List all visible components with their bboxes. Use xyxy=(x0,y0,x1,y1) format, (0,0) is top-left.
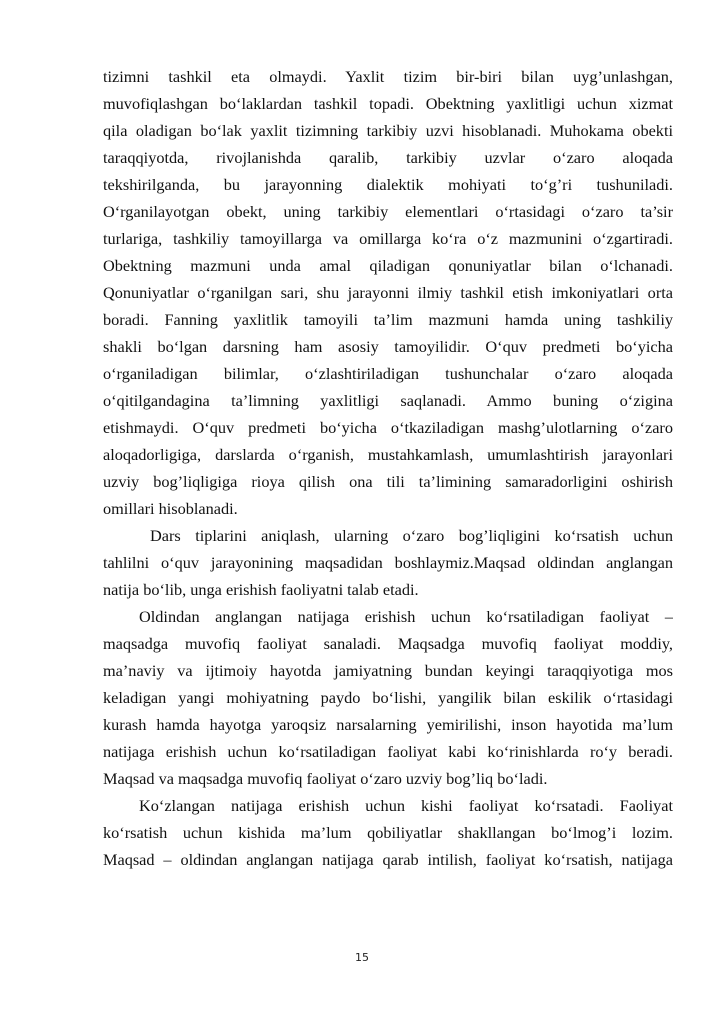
text-line: keladigan yangi mohiyatning paydo bo‘lishi, yangilik bilan eskilik o‘rtasidagi xyxy=(103,688,673,707)
text-line: tahlilni o‘quv jarayonining maqsadidan boshlaymiz.Maqsad oldindan anglangan xyxy=(103,553,673,572)
text-line: boradi. Fanning yaxlitlik tamoyili ta’lim mazmuni hamda uning tashkiliy xyxy=(103,310,673,329)
text-line: tekshirilganda, bu jarayonning dialektik mohiyati to‘g’ri tushuniladi. xyxy=(103,175,673,194)
text-line: taraqqiyotda, rivojlanishda qaralib, tarkibiy uzvlar o‘zaro aloqada xyxy=(103,148,673,167)
text-line: turlariga, tashkiliy tamoyillarga va omillarga ko‘ra o‘z mazmunini o‘zgartiradi. xyxy=(103,229,673,248)
text-line: ko‘rsatish uchun kishida ma’lum qobiliyatlar shakllangan bo‘lmog’i lozim. xyxy=(103,823,673,842)
text-line: Ko‘zlangan natijaga erishish uchun kishi faoliyat ko‘rsatadi. Faoliyat xyxy=(139,796,673,815)
text-line: etishmaydi. O‘quv predmeti bo‘yicha o‘tkaziladigan mashg’ulotlarning o‘zaro xyxy=(103,418,673,437)
text-line: omillari hisoblanadi. xyxy=(103,499,238,518)
text-line: maqsadga muvofiq faoliyat sanaladi. Maqsadga muvofiq faoliyat moddiy, xyxy=(103,634,673,653)
text-line: Dars tiplarini aniqlash, ularning o‘zaro bog’liqligini ko‘rsatish uchun xyxy=(150,526,673,545)
text-line: aloqadorligiga, darslarda o‘rganish, mustahkamlash, umumlashtirish jarayonlari xyxy=(103,445,673,464)
text-line: natijaga erishish uchun ko‘rsatiladigan faoliyat kabi ko‘rinishlarda ro‘y beradi. xyxy=(103,742,673,761)
text-line: Qonuniyatlar o‘rganilgan sari, shu jarayonni ilmiy tashkil etish imkoniyatlari orta xyxy=(103,283,673,302)
page-number: 15 xyxy=(355,951,369,964)
text-line: shakli bo‘lgan darsning ham asosiy tamoyilidir. O‘quv predmeti bo‘yicha xyxy=(103,337,673,356)
text-line: tizimni tashkil eta olmaydi. Yaxlit tizim bir-biri bilan uyg’unlashgan, xyxy=(103,67,673,86)
text-line: Maqsad va maqsadga muvofiq faoliyat o‘zaro uzviy bog’liq bo‘ladi. xyxy=(103,769,548,788)
body-text xyxy=(103,63,673,873)
text-line: o‘qitilgandagina ta’limning yaxlitligi saqlanadi. Ammo buning o‘zigina xyxy=(103,391,673,410)
text-line: qila oladigan bo‘lak yaxlit tizimning tarkibiy uzvi hisoblanadi. Muhokama obekti xyxy=(103,121,673,140)
text-line: uzviy bog’liqligiga rioya qilish ona tili ta’limining samaradorligini oshirish xyxy=(103,472,673,491)
text-line: Obektning mazmuni unda amal qiladigan qonuniyatlar bilan o‘lchanadi. xyxy=(103,256,673,275)
text-line: o‘rganiladigan bilimlar, o‘zlashtiriladigan tushunchalar o‘zaro aloqada xyxy=(103,364,673,383)
text-line: muvofiqlashgan bo‘laklardan tashkil topadi. Obektning yaxlitligi uchun xizmat xyxy=(103,94,673,113)
text-line: kurash hamda hayotga yaroqsiz narsalarning yemirilishi, inson hayotida ma’lum xyxy=(103,715,673,734)
text-line: natija bo‘lib, unga erishish faoliyatni talab etadi. xyxy=(103,580,419,599)
text-line: Maqsad – oldindan anglangan natijaga qarab intilish, faoliyat ko‘rsatish, natijaga xyxy=(103,850,673,869)
text-line: O‘rganilayotgan obekt, uning tarkibiy elementlari o‘rtasidagi o‘zaro ta’sir xyxy=(103,202,673,221)
text-line: ma’naviy va ijtimoiy hayotda jamiyatning bundan keyingi taraqqiyotiga mos xyxy=(103,661,673,680)
text-line: Oldindan anglangan natijaga erishish uchun ko‘rsatiladigan faoliyat – xyxy=(139,607,673,626)
